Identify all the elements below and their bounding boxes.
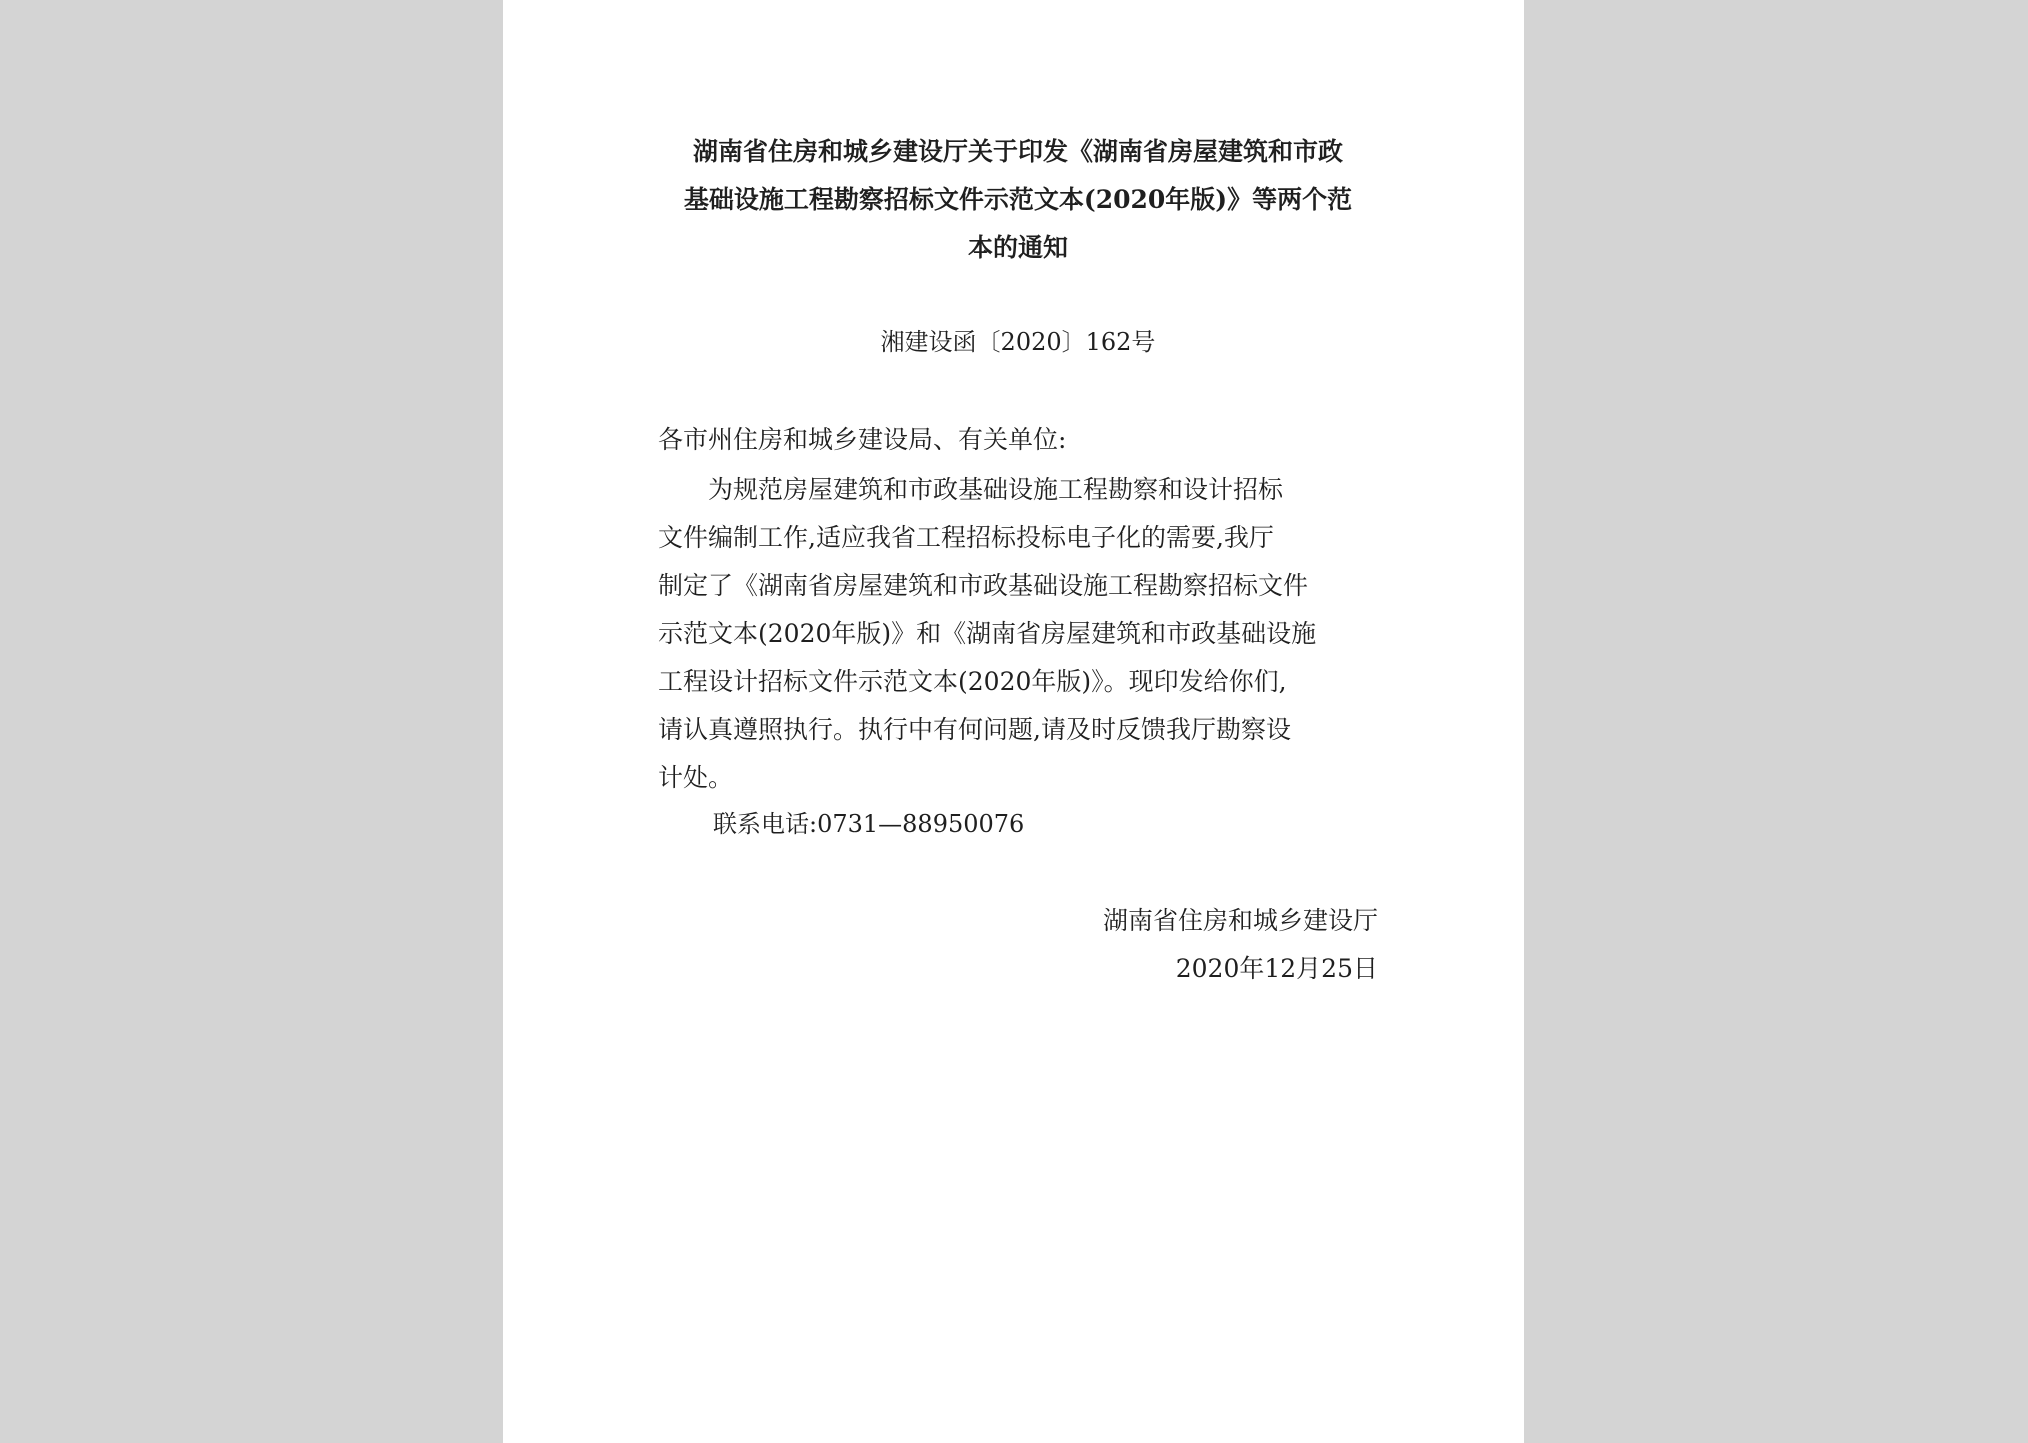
document-page xyxy=(503,0,1524,1443)
signature-block xyxy=(1103,897,1378,993)
body-line: 工程设计招标文件示范文本(2020年版)》。现印发给你们, xyxy=(658,667,1287,696)
signature-date: 2020年12月25日 xyxy=(1175,954,1378,983)
body-line: 计处。 xyxy=(658,763,734,792)
document-title xyxy=(658,128,1378,272)
body-line: 请认真遵照执行。执行中有何问题,请及时反馈我厅勘察设 xyxy=(658,715,1291,744)
title-line: 本的通知 xyxy=(967,233,1068,262)
body-line: 为规范房屋建筑和市政基础设施工程勘察和设计招标 xyxy=(658,475,1284,504)
body-paragraph xyxy=(658,466,1378,802)
body-line: 制定了《湖南省房屋建筑和市政基础设施工程勘察招标文件 xyxy=(658,571,1309,600)
addressee: 各市州住房和城乡建设局、有关单位: xyxy=(658,425,1067,454)
signature-org: 湖南省住房和城乡建设厅 xyxy=(1102,906,1378,935)
title-line: 基础设施工程勘察招标文件示范文本(2020年版)》等两个范 xyxy=(683,185,1353,214)
document-number: 湘建设函〔2020〕162号 xyxy=(880,328,1156,356)
body-line: 示范文本(2020年版)》和《湖南省房屋建筑和市政基础设施 xyxy=(658,619,1317,648)
body-line: 文件编制工作,适应我省工程招标投标电子化的需要,我厅 xyxy=(658,523,1274,552)
contact-phone: 联系电话:0731—88950076 xyxy=(713,810,1025,838)
title-line: 湖南省住房和城乡建设厅关于印发《湖南省房屋建筑和市政 xyxy=(692,137,1343,166)
